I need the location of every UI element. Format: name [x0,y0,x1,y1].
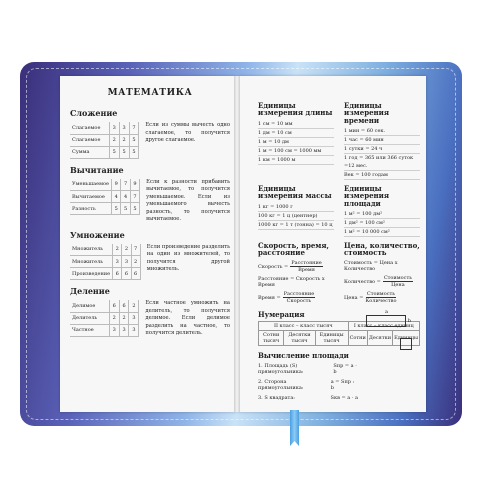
price-formulas [344,242,420,307]
table-row [70,256,140,268]
square-diagram [400,338,412,350]
cost-formula: Стоимость = Цена х Количество [344,259,398,273]
speed-title: Скорость, время, расстояние [258,241,329,258]
formula-numerator: Стоимость [383,274,412,281]
term-value: 7 [129,122,139,134]
term-value: 3 [109,122,119,134]
price-formula [344,291,420,305]
formula-lhs: Количество = [344,278,381,285]
term-label: Произведение [70,268,113,280]
mass-line: 100 кг = 1 ц (центнер) [258,212,334,221]
side-b-label: b [407,318,411,324]
formula-numerator: Расстояние [291,259,322,266]
operation-table [70,179,140,216]
area-calc-row [258,379,358,391]
numbering-cell: Десятки [367,331,392,346]
area-calc-title: Вычисление площади [258,351,349,361]
term-value: 2 [131,256,140,268]
quantity-formula [344,275,420,289]
table-row [70,312,139,324]
term-value: 2 [109,312,119,324]
term-label: Сумма [70,146,109,158]
term-value: 2 [113,244,122,256]
area-calc-formula: Sкв = a · a [330,395,358,402]
term-value: 7 [121,179,130,191]
term-value: 9 [130,179,139,191]
length-line: 1 м = 10 дм [258,138,334,147]
formula-lhs: Время = [258,294,281,301]
page-title: МАТЕМАТИКА [107,88,193,98]
term-value: 5 [121,203,130,215]
distance-formula: Расстояние = Скорость х Время [258,275,325,289]
term-value: 5 [111,203,120,215]
section-title: Деление [70,286,110,297]
term-label: Вычитаемое [70,191,111,203]
term-value: 5 [129,134,139,146]
mass-title: Единицы измерения массы [258,184,332,201]
rectangle-diagram [366,309,411,327]
term-value: 7 [130,191,139,203]
formula-denominator: Количество [365,298,397,305]
area-calc-item: 3. S квадрата: [258,395,295,402]
operation-table [70,122,139,159]
operation-table [70,244,141,281]
section-title: Умножение [70,229,125,240]
term-value: 3 [129,324,139,336]
area-calc-row [258,363,358,375]
formula-numerator: Расстояние [283,290,315,297]
rule-text: Если произведение разделить на один из множителей, то получится другой множитель. [146,243,230,273]
term-value: 6 [119,300,129,312]
operation-section [70,300,230,338]
thousands-class: II класс – класс тысяч [259,322,349,331]
term-value: 2 [109,134,119,146]
time-formula [258,291,334,305]
length-line: 1 км = 1000 м [258,156,334,165]
term-value: 6 [122,268,131,280]
term-value: 4 [121,191,130,203]
length-line: 1 см = 10 мм [258,120,334,129]
side-a-label: a [385,309,388,315]
numbering-cell: Единицы тысяч [315,331,348,346]
formula-lhs: Цена = [344,294,364,301]
table-row [70,146,139,158]
term-label: Множитель [70,244,113,256]
time-line: 1 сутки = 24 ч [344,145,420,154]
term-value: 5 [130,203,139,215]
term-label: Слагаемое [70,122,109,134]
term-value: 7 [131,244,140,256]
term-value: 6 [113,268,122,280]
table-row [70,268,140,280]
area-calc-item: 1. Площадь (S) прямоугольника: [258,363,304,376]
price-title: Цена, количество, стоимость [344,241,420,258]
numbering-cell: Десятки тысяч [284,331,315,346]
term-value: 3 [129,312,139,324]
table-row [70,122,139,134]
speed-formula [258,260,334,274]
term-value: 3 [113,256,122,268]
rule-text: Если к разности прибавить вычитаемое, то получится уменьшаемое. Если из уменьшаемого вычесть разность, то получится вычитаемое. [146,178,230,223]
term-value: 2 [119,312,129,324]
area-calc-section [258,352,420,401]
area-units [344,185,420,237]
speed-formulas [258,242,334,307]
formula-lhs: Скорость = [258,263,289,270]
term-value: 2 [122,244,131,256]
area-calc-formula: Sпр = a · b [333,363,357,376]
numbering-cell: Единицы [393,331,420,346]
mass-line: 1000 кг = 1 т (тонна) = 10 ц [258,221,333,228]
time-units [344,102,420,180]
formula-numerator: Стоимость [366,290,395,297]
mass-line: 1 кг = 1000 г [258,203,334,212]
time-line: 1 год = 365 или 366 суток =12 мес. [344,154,420,171]
term-value: 6 [109,300,119,312]
rule-text: Если из суммы вычесть одно слагаемое, то получится другое слагаемое. [145,122,230,144]
table-row [70,300,139,312]
term-label: Разность [70,203,111,215]
operation-section [70,244,230,281]
left-page-content [70,88,230,342]
mass-units [258,185,334,237]
length-units [258,102,334,180]
term-value: 3 [109,324,119,336]
numbering-cell: Сотни тысяч [259,331,284,346]
formula-denominator: Цена [391,282,405,289]
length-line: 1 дм = 10 см [258,129,334,138]
term-value: 5 [129,146,139,158]
length-title: Единицы измерения длины [258,101,333,118]
section-title: Сложение [70,108,118,118]
section-title: Вычитание [70,164,124,175]
time-line: 1 час = 60 мин [344,136,420,145]
formula-denominator: Скорость [286,298,312,305]
time-line: 1 мин = 60 сек. [344,127,420,136]
term-label: Делимое [70,300,109,312]
operation-table [70,300,139,337]
term-value: 6 [131,268,140,280]
term-label: Уменьшаемое [70,179,111,191]
term-value: 3 [119,324,129,336]
term-value: 4 [111,191,120,203]
table-row [70,203,140,215]
term-value: 5 [109,146,119,158]
term-value: 3 [119,122,129,134]
operation-section [70,122,230,159]
numbering-cell: Сотни [348,331,367,346]
units-class: I класс – класс единиц [348,322,419,331]
notebook-spine [234,76,240,412]
table-row [70,191,140,203]
term-label: Слагаемое [70,134,109,146]
term-label: Множитель [70,256,113,268]
area-title: Единицы измерения площади [344,184,390,208]
area-line: 1 дм² = 100 см² [344,219,420,228]
time-line: Век = 100 годам [344,171,420,180]
area-calc-formula: a = Sпр : b [330,379,355,392]
term-label: Частное [70,324,109,336]
table-row [70,244,140,256]
area-line: 1 м² = 10 000 см² [344,228,420,237]
numbering-title: Нумерация [258,309,305,319]
area-calc-row [258,395,358,401]
length-line: 1 м = 100 см = 1000 мм [258,147,334,156]
table-row [70,179,140,191]
table-row [70,134,139,146]
right-page-content [258,102,420,405]
term-value: 9 [111,179,120,191]
area-line: 1 м² = 100 дм² [344,210,420,219]
formula-denominator: Время [298,267,315,274]
term-value: 5 [119,146,129,158]
term-value: 2 [119,134,129,146]
term-value: 2 [129,300,139,312]
operations-list [70,108,230,338]
area-calc-item: 2. Сторона прямоугольника: [258,379,304,392]
time-title: Единицы измерения времени [344,101,390,125]
bookmark-ribbon [290,410,299,446]
term-label: Делитель [70,312,109,324]
rule-text: Если частное умножить на делитель, то получится делимое. Если делимое разделить на частное, то получится делитель. [145,300,230,337]
operation-section [70,179,230,224]
term-value: 3 [122,256,131,268]
table-row [70,324,139,336]
